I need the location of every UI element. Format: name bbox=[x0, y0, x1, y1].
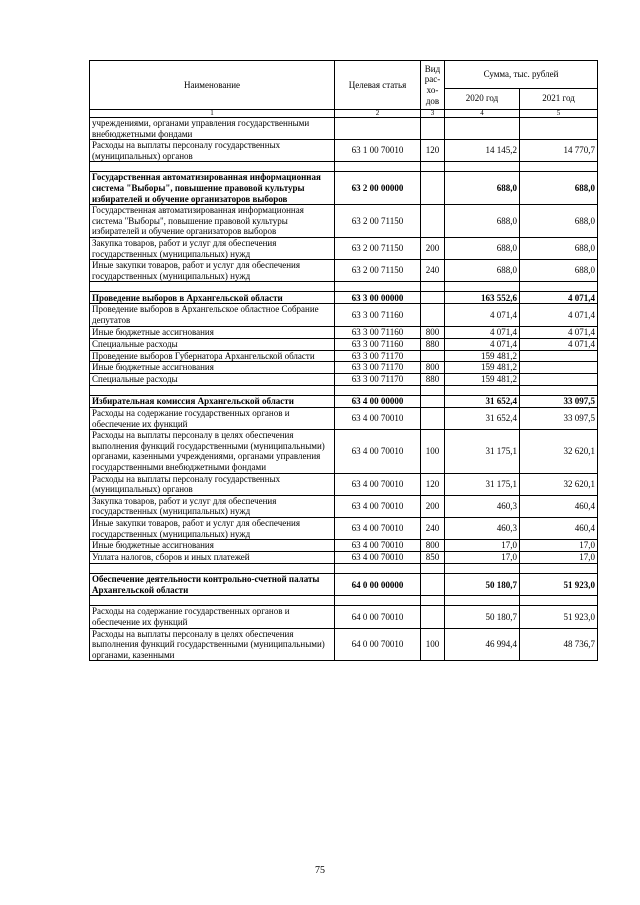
table-row bbox=[90, 540, 598, 552]
row-2020: 31 175,1 bbox=[445, 430, 520, 473]
spacer-row bbox=[90, 386, 598, 396]
row-2021: 688,0 bbox=[520, 260, 598, 282]
row-code: 63 3 00 71170 bbox=[335, 362, 421, 374]
row-code: 63 3 00 71160 bbox=[335, 338, 421, 350]
table-row bbox=[90, 350, 598, 362]
row-2021: 4 071,4 bbox=[520, 338, 598, 350]
row-2021: 688,0 bbox=[520, 205, 598, 238]
row-type: 240 bbox=[421, 260, 445, 282]
row-name: Расходы на выплаты персоналу в целях обеспечения выполнения функций государственными (муниципальными) органами, казенными учреждениями, органами управления государственными внебюджетными фондами bbox=[90, 430, 335, 473]
row-2021: 4 071,4 bbox=[520, 326, 598, 338]
row-code: 63 3 00 71170 bbox=[335, 350, 421, 362]
row-2020: 163 552,6 bbox=[445, 292, 520, 304]
table-row bbox=[90, 260, 598, 282]
row-2020: 4 071,4 bbox=[445, 304, 520, 326]
row-2020: 159 481,2 bbox=[445, 374, 520, 386]
row-2020 bbox=[445, 118, 520, 140]
row-type: 800 bbox=[421, 362, 445, 374]
table-row bbox=[90, 326, 598, 338]
row-2020: 31 175,1 bbox=[445, 473, 520, 495]
row-2021: 460,4 bbox=[520, 495, 598, 517]
header-sum: Сумма, тыс. рублей bbox=[445, 61, 598, 89]
row-2021: 51 923,0 bbox=[520, 574, 598, 596]
row-code: 63 4 00 70010 bbox=[335, 473, 421, 495]
row-2021: 460,4 bbox=[520, 518, 598, 540]
row-type: 800 bbox=[421, 540, 445, 552]
row-name: Проведение выборов в Архангельской области bbox=[90, 292, 335, 304]
colnum-3: 3 bbox=[421, 110, 445, 118]
row-type bbox=[421, 118, 445, 140]
table-row bbox=[90, 408, 598, 430]
row-name: Уплата налогов, сборов и иных платежей bbox=[90, 552, 335, 564]
row-code bbox=[335, 118, 421, 140]
row-2020: 31 652,4 bbox=[445, 396, 520, 408]
row-2020: 688,0 bbox=[445, 260, 520, 282]
row-2020: 50 180,7 bbox=[445, 606, 520, 628]
header-target: Целевая статья bbox=[335, 61, 421, 110]
row-2021 bbox=[520, 374, 598, 386]
row-type: 120 bbox=[421, 140, 445, 162]
row-2020: 50 180,7 bbox=[445, 574, 520, 596]
row-name: Государственная автоматизированная информационная система "Выборы", повышение правовой культуры избирателей и обучение организаторов выборов bbox=[90, 172, 335, 205]
row-type bbox=[421, 304, 445, 326]
row-2021: 32 620,1 bbox=[520, 473, 598, 495]
row-type bbox=[421, 205, 445, 238]
row-type bbox=[421, 606, 445, 628]
row-name: Иные бюджетные ассигнования bbox=[90, 540, 335, 552]
row-name: учреждениями, органами управления государственными внебюджетными фондами bbox=[90, 118, 335, 140]
table-row bbox=[90, 495, 598, 517]
table-row bbox=[90, 172, 598, 205]
row-2021 bbox=[520, 350, 598, 362]
row-2021 bbox=[520, 118, 598, 140]
row-2020: 46 994,4 bbox=[445, 628, 520, 661]
row-name: Специальные расходы bbox=[90, 338, 335, 350]
row-type: 200 bbox=[421, 237, 445, 259]
table-row bbox=[90, 606, 598, 628]
row-type: 880 bbox=[421, 374, 445, 386]
table-row bbox=[90, 473, 598, 495]
table-header-row bbox=[90, 61, 598, 89]
row-code: 64 0 00 70010 bbox=[335, 628, 421, 661]
table-row bbox=[90, 628, 598, 661]
row-code: 63 3 00 00000 bbox=[335, 292, 421, 304]
row-code: 63 4 00 70010 bbox=[335, 408, 421, 430]
page-number: 75 bbox=[315, 865, 325, 876]
row-code: 63 1 00 70010 bbox=[335, 140, 421, 162]
table-row bbox=[90, 518, 598, 540]
row-type bbox=[421, 350, 445, 362]
row-type: 880 bbox=[421, 338, 445, 350]
row-name: Избирательная комиссия Архангельской области bbox=[90, 396, 335, 408]
row-name: Обеспечение деятельности контрольно-счетной палаты Архангельской области bbox=[90, 574, 335, 596]
row-code: 63 4 00 70010 bbox=[335, 430, 421, 473]
row-2021 bbox=[520, 362, 598, 374]
spacer-row bbox=[90, 564, 598, 574]
row-code: 63 3 00 71170 bbox=[335, 374, 421, 386]
row-2020: 159 481,2 bbox=[445, 350, 520, 362]
table-row bbox=[90, 338, 598, 350]
colnum-1: 1 bbox=[90, 110, 335, 118]
row-code: 63 4 00 00000 bbox=[335, 396, 421, 408]
row-2021: 688,0 bbox=[520, 172, 598, 205]
table-row bbox=[90, 140, 598, 162]
row-name: Проведение выборов Губернатора Архангельской области bbox=[90, 350, 335, 362]
row-name: Расходы на выплаты персоналу государственных (муниципальных) органов bbox=[90, 140, 335, 162]
row-2020: 17,0 bbox=[445, 552, 520, 564]
table-row bbox=[90, 396, 598, 408]
row-2020: 31 652,4 bbox=[445, 408, 520, 430]
row-code: 64 0 00 00000 bbox=[335, 574, 421, 596]
row-type bbox=[421, 408, 445, 430]
row-type: 240 bbox=[421, 518, 445, 540]
row-type bbox=[421, 172, 445, 205]
table-row bbox=[90, 237, 598, 259]
row-2021: 17,0 bbox=[520, 552, 598, 564]
row-2020: 460,3 bbox=[445, 495, 520, 517]
spacer-row bbox=[90, 282, 598, 292]
table-row bbox=[90, 205, 598, 238]
row-code: 63 2 00 00000 bbox=[335, 172, 421, 205]
row-type: 120 bbox=[421, 473, 445, 495]
row-type: 200 bbox=[421, 495, 445, 517]
header-2021: 2021 год bbox=[520, 88, 598, 109]
table-row bbox=[90, 292, 598, 304]
row-name: Проведение выборов в Архангельское областное Собрание депутатов bbox=[90, 304, 335, 326]
table-row bbox=[90, 574, 598, 596]
table-row bbox=[90, 304, 598, 326]
row-name: Расходы на выплаты персоналу в целях обеспечения выполнения функций государственными (муниципальными) органами, казенными bbox=[90, 628, 335, 661]
row-name: Специальные расходы bbox=[90, 374, 335, 386]
row-2020: 159 481,2 bbox=[445, 362, 520, 374]
row-2021: 51 923,0 bbox=[520, 606, 598, 628]
row-code: 63 4 00 70010 bbox=[335, 552, 421, 564]
row-code: 63 4 00 70010 bbox=[335, 495, 421, 517]
row-name: Расходы на содержание государственных органов и обеспечение их функций bbox=[90, 408, 335, 430]
row-2021: 4 071,4 bbox=[520, 292, 598, 304]
header-2020: 2020 год bbox=[445, 88, 520, 109]
row-type: 100 bbox=[421, 628, 445, 661]
row-2020: 4 071,4 bbox=[445, 338, 520, 350]
row-2020: 14 145,2 bbox=[445, 140, 520, 162]
row-2021: 32 620,1 bbox=[520, 430, 598, 473]
row-name: Расходы на содержание государственных органов и обеспечение их функций bbox=[90, 606, 335, 628]
row-name: Расходы на выплаты персоналу государственных (муниципальных) органов bbox=[90, 473, 335, 495]
row-code: 63 3 00 71160 bbox=[335, 304, 421, 326]
spacer-row bbox=[90, 596, 598, 606]
row-2020: 460,3 bbox=[445, 518, 520, 540]
row-type bbox=[421, 292, 445, 304]
row-name: Иные закупки товаров, работ и услуг для обеспечения государственных (муниципальных) нужд bbox=[90, 518, 335, 540]
row-2021: 33 097,5 bbox=[520, 408, 598, 430]
colnum-4: 4 bbox=[445, 110, 520, 118]
row-2021: 17,0 bbox=[520, 540, 598, 552]
row-type: 100 bbox=[421, 430, 445, 473]
header-type: Вид рас-хо-дов bbox=[421, 61, 445, 110]
row-code: 63 2 00 71150 bbox=[335, 237, 421, 259]
table-row bbox=[90, 552, 598, 564]
row-name: Государственная автоматизированная информационная система "Выборы", повышение правовой культуры избирателей и обучение организаторов выборов bbox=[90, 205, 335, 238]
row-type bbox=[421, 574, 445, 596]
row-code: 63 4 00 70010 bbox=[335, 540, 421, 552]
row-2021: 4 071,4 bbox=[520, 304, 598, 326]
column-numbers-row bbox=[90, 110, 598, 118]
row-code: 63 2 00 71150 bbox=[335, 205, 421, 238]
budget-table bbox=[89, 60, 598, 661]
row-2020: 17,0 bbox=[445, 540, 520, 552]
row-name: Закупка товаров, работ и услуг для обеспечения государственных (муниципальных) нужд bbox=[90, 237, 335, 259]
row-2021: 14 770,7 bbox=[520, 140, 598, 162]
colnum-5: 5 bbox=[520, 110, 598, 118]
row-type bbox=[421, 396, 445, 408]
row-code: 63 2 00 71150 bbox=[335, 260, 421, 282]
header-name: Наименование bbox=[90, 61, 335, 110]
row-code: 63 4 00 70010 bbox=[335, 518, 421, 540]
row-code: 63 3 00 71160 bbox=[335, 326, 421, 338]
row-name: Иные бюджетные ассигнования bbox=[90, 362, 335, 374]
spacer-row bbox=[90, 162, 598, 172]
row-code: 64 0 00 70010 bbox=[335, 606, 421, 628]
row-name: Закупка товаров, работ и услуг для обеспечения государственных (муниципальных) нужд bbox=[90, 495, 335, 517]
table-row bbox=[90, 118, 598, 140]
row-name: Иные закупки товаров, работ и услуг для обеспечения государственных (муниципальных) нужд bbox=[90, 260, 335, 282]
table-row bbox=[90, 430, 598, 473]
row-2020: 688,0 bbox=[445, 172, 520, 205]
row-type: 800 bbox=[421, 326, 445, 338]
row-2020: 688,0 bbox=[445, 237, 520, 259]
colnum-2: 2 bbox=[335, 110, 421, 118]
table-row bbox=[90, 362, 598, 374]
row-name: Иные бюджетные ассигнования bbox=[90, 326, 335, 338]
row-2020: 688,0 bbox=[445, 205, 520, 238]
row-2020: 4 071,4 bbox=[445, 326, 520, 338]
row-2021: 33 097,5 bbox=[520, 396, 598, 408]
table-row bbox=[90, 374, 598, 386]
row-2021: 48 736,7 bbox=[520, 628, 598, 661]
row-type: 850 bbox=[421, 552, 445, 564]
row-2021: 688,0 bbox=[520, 237, 598, 259]
